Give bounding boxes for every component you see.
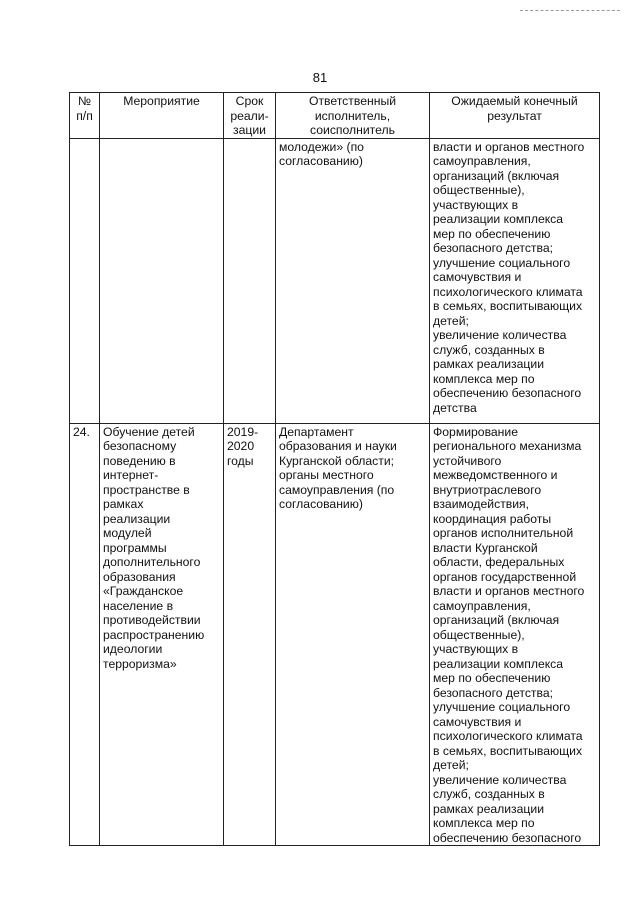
header-executor	[276, 93, 430, 139]
table-row	[70, 423, 600, 846]
cell-text-line: 2020	[227, 439, 255, 453]
cell-text-line: население в	[103, 598, 174, 613]
cell-text-line: мер по обеспечению	[433, 226, 551, 241]
cell-text-line: распространению	[103, 627, 205, 642]
cell-text-line: обеспечению безопасного	[433, 830, 582, 845]
table-row	[70, 138, 600, 423]
cell-text-line: рамках реализации	[433, 801, 545, 816]
cell-text-line: власти и органов местного	[433, 139, 585, 154]
cell-text-line: участвующих в	[433, 197, 519, 212]
row-executor	[276, 423, 430, 846]
cell-text-line: зации	[233, 123, 266, 137]
cell-text-line: общественные),	[433, 183, 525, 197]
cell-text-line: безопасного детства;	[433, 685, 554, 700]
cell-text-line: Срок	[235, 94, 264, 108]
header-num	[70, 93, 100, 139]
cell-text-line: терроризма»	[103, 656, 177, 671]
cell-text-line: Обучение детей	[103, 424, 195, 439]
cell-text-line: самочувствия и	[433, 714, 522, 729]
cell-text-line: Ожидаемый конечный	[451, 94, 578, 108]
header-period	[224, 93, 276, 139]
cell-text-line: реализации комплекса	[433, 656, 564, 671]
cell-text-line: организаций (включая	[433, 613, 560, 627]
row-number	[70, 423, 100, 846]
cell-text-line: детей;	[433, 758, 469, 772]
cell-text-line: Департамент	[279, 424, 354, 439]
row-result	[430, 138, 600, 423]
cell-text-line: образования и науки	[279, 439, 397, 453]
cell-text-line: «Гражданское	[103, 584, 184, 598]
cell-text-line: области, федеральных	[433, 555, 565, 569]
cell-text-line: улучшение социального	[433, 700, 571, 714]
cell-text-line: самоуправления (по	[279, 482, 395, 497]
cell-text-line: реализации	[103, 511, 171, 526]
cell-text-line: п/п	[76, 108, 93, 123]
row-period	[224, 138, 276, 423]
cell-text-line: координация работы	[433, 511, 552, 526]
cell-text-line	[103, 140, 220, 155]
measures-table	[69, 92, 600, 846]
cell-text-line: согласованию)	[279, 154, 363, 168]
cell-text-line: в семьях, воспитывающих	[433, 743, 583, 758]
cell-text-line: межведомственного и	[433, 468, 558, 482]
cell-text-line: безопасному	[103, 439, 177, 453]
cell-text-line: рамках	[103, 497, 144, 511]
cell-text-line: психологического климата	[433, 729, 583, 743]
header-result	[430, 93, 600, 139]
cell-text-line: годы	[227, 453, 254, 468]
row-number	[70, 138, 100, 423]
cell-text-line: увеличение количества	[433, 772, 567, 787]
cell-text-line: противодействии	[103, 613, 201, 627]
cell-text-line: поведению в	[103, 453, 176, 468]
cell-text-line: исполнитель,	[314, 108, 391, 123]
cell-text-line: самочувствия и	[433, 270, 522, 284]
cell-text-line: служб, созданных в	[433, 787, 545, 801]
cell-text-line: молодежи» (по	[279, 139, 364, 154]
cell-text-line: взаимодействия,	[433, 497, 530, 511]
cell-text-line	[227, 140, 272, 155]
cell-text-line: Ответственный	[308, 94, 397, 108]
cell-text-line: рамках реализации	[433, 357, 545, 371]
cell-text-line: безопасного детства;	[433, 241, 554, 255]
cell-text-line: органы местного	[279, 468, 374, 482]
cell-text-line: психологического климата	[433, 284, 583, 299]
cell-text-line: комплекса мер по	[433, 371, 535, 386]
row-result	[430, 423, 600, 846]
cell-text-line: детей;	[433, 313, 469, 328]
cell-text-line: устойчивого	[433, 453, 502, 468]
cell-text-line: внутриотраслевого	[433, 482, 542, 497]
cell-text-line: комплекса мер по	[433, 816, 535, 830]
row-event	[100, 423, 224, 846]
cell-text-line: регионального механизма	[433, 439, 582, 453]
header-event	[100, 93, 224, 139]
cell-text-line: согласованию)	[279, 497, 363, 511]
cell-text-line: органов государственной	[433, 569, 577, 584]
cell-text-line: соисполнитель	[310, 123, 395, 137]
cell-text-line	[73, 140, 96, 155]
scan-mark	[520, 10, 620, 12]
cell-text-line: интернет-	[103, 468, 159, 482]
cell-text-line: мер по обеспечению	[433, 671, 551, 685]
cell-text-line: реали-	[230, 108, 269, 123]
table-header-row	[70, 93, 600, 139]
cell-text-line: модулей	[103, 526, 152, 540]
cell-text-line: результат	[487, 108, 542, 123]
cell-text-line: детства	[433, 400, 477, 415]
cell-text-line: Курганской области;	[279, 453, 395, 468]
cell-text-line: Формирование	[433, 424, 518, 439]
cell-text-line: идеологии	[103, 642, 163, 656]
cell-text-line: организаций (включая	[433, 168, 560, 183]
row-event	[100, 138, 224, 423]
cell-text-line: №	[77, 94, 92, 108]
row-period	[224, 423, 276, 846]
cell-text-line: самоуправления,	[433, 598, 531, 613]
cell-text-line: в семьях, воспитывающих	[433, 299, 583, 313]
cell-text-line: самоуправления,	[433, 154, 531, 168]
cell-text-line: пространстве в	[103, 482, 190, 497]
cell-text-line: реализации комплекса	[433, 212, 564, 226]
cell-text-line: Мероприятие	[123, 94, 200, 108]
cell-text-line: образования	[103, 569, 176, 584]
cell-text-line: власти Курганской	[433, 540, 538, 555]
cell-text-line: дополнительного	[103, 555, 201, 569]
cell-text-line: 24.	[73, 424, 90, 439]
cell-text-line: служб, созданных в	[433, 342, 545, 357]
cell-text-line: обеспечению безопасного	[433, 386, 582, 400]
cell-text-line: власти и органов местного	[433, 584, 585, 598]
cell-text-line: улучшение социального	[433, 255, 571, 270]
cell-text-line: 2019-	[227, 424, 259, 439]
cell-text-line: участвующих в	[433, 642, 519, 656]
cell-text-line: программы	[103, 540, 167, 555]
row-executor	[276, 138, 430, 423]
cell-text-line: общественные),	[433, 627, 525, 642]
cell-text-line: органов исполнительной	[433, 526, 574, 540]
cell-text-line: увеличение количества	[433, 328, 567, 342]
page-number: 81	[312, 70, 328, 85]
